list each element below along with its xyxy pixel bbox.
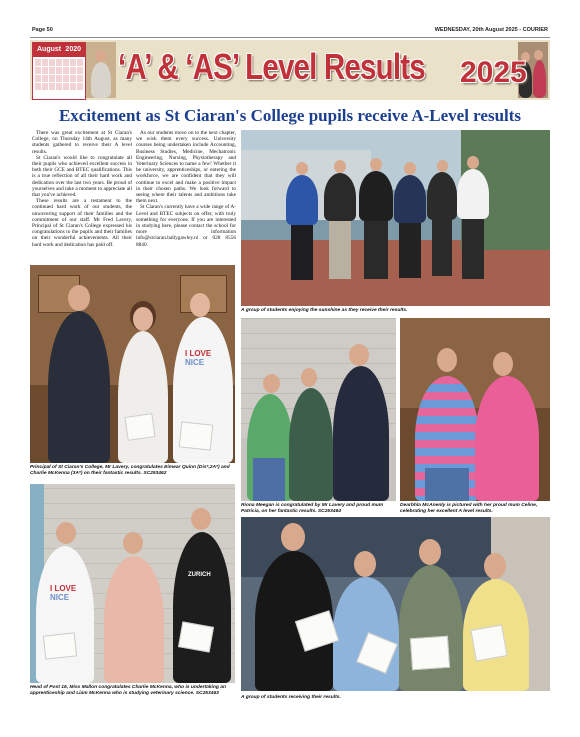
article-paragraph: These results are a testament to the continued hard work of our students, the unwavering support of their families and the commitment of our staff. Mr Fred Lavery, Principal of St Ciaran's College expressed his congratulations to the pupils and their families on their wonderful achievements. All their hard work and dedication has paid off. (32, 198, 132, 248)
article-paragraph: As our students move on to the next chapter, we wish them every success. University courses being undertaken include Accounting, Business Studies, Medicine, Mechatronic Engineering, Nursing, Physiotherapy and Veterinary Sciences to name a few! Whether it be university, apprenticeships, or entering the workforce, we are confident that they will continue to excel and make a positive impact in their chosen paths. We look forward to seeing where their talents and ambitions take them next. (136, 130, 236, 205)
article-column-2 (136, 130, 236, 248)
banner-year: 2025 (460, 56, 527, 89)
shirt-text: NICE (185, 358, 205, 367)
calendar-year: 2020 (65, 46, 81, 53)
article-paragraph: There was great excitement at St Ciaran's College, on Thursday 14th August, as many students gathered to receive their A level results. (32, 130, 132, 155)
results-banner (30, 40, 550, 100)
photo-riona (241, 318, 396, 501)
photo-group-receiving (241, 517, 550, 691)
photo-group-sunshine (241, 130, 550, 306)
shirt-text: I LOVE (185, 349, 212, 358)
article-column-1 (32, 130, 132, 248)
caption-group-receiving: A group of students receiving their results. (241, 695, 341, 700)
caption-principal: Principal of St Ciaran's College, Mr Lavery, congratulates Eimear Quinn (Dis*,2A*) and Charlie McKenna (3A*) on their fantastic results. SC253462 (30, 465, 230, 476)
article-paragraph: St Ciaran's would like to congratulate all their pupils who achieved excellent success in both their GCE and BTEC qualifications. This is a true reflection of all their hard work and dedication over the last two years. Be proud of yourselves and take a moment to appreciate all that you've achieved. (32, 154, 132, 199)
photo-head-of-post16 (30, 484, 235, 683)
banner-photo-left (86, 42, 116, 98)
header-rule (30, 37, 550, 38)
article-headline: Excitement as St Ciaran's College pupils receive A-Level results (58, 106, 522, 125)
calendar-month: August (37, 46, 62, 53)
page-header (30, 26, 550, 36)
caption-head-of-post16: Head of Post 16, Miss Mallon congratulates Charlie McKenna, who is undertaking an apprenticeship and Liam McKenna who is studying veterinary science. SC253463 (30, 685, 226, 696)
jersey-sponsor: ZURICH (188, 572, 211, 578)
photo-dearbhla (400, 318, 550, 501)
caption-group-sunshine: A group of students enjoying the sunshine as they receive their results. (241, 308, 408, 313)
calendar-graphic (32, 42, 86, 100)
photo-principal (30, 265, 235, 463)
dateline: WEDNESDAY, 20th August 2025 - COURIER (434, 27, 548, 33)
page-number: Page 50 (32, 27, 53, 33)
article-paragraph: St Ciaran's currently have a wide range of A-Level and BTEC subjects on offer, with truly something for everyone. If you are interested in studying here, please contact the school for more information info@stciaran.ballygawley.ni or 028 8556 8840. (136, 204, 236, 248)
shirt-text: I LOVE (50, 584, 77, 593)
caption-riona: Riona Meegan is congratulated by Mr Lavery and proud mum Patricia, on her fantastic results. SC253464 (241, 503, 384, 514)
banner-title: ‘A’ & ‘AS’ Level Results (118, 46, 425, 87)
caption-dearbhla: Dearbhla McAnenly is pictured with her proud mum Celine, celebrating her excellent A level results. (400, 503, 538, 514)
shirt-text: NICE (50, 593, 70, 602)
